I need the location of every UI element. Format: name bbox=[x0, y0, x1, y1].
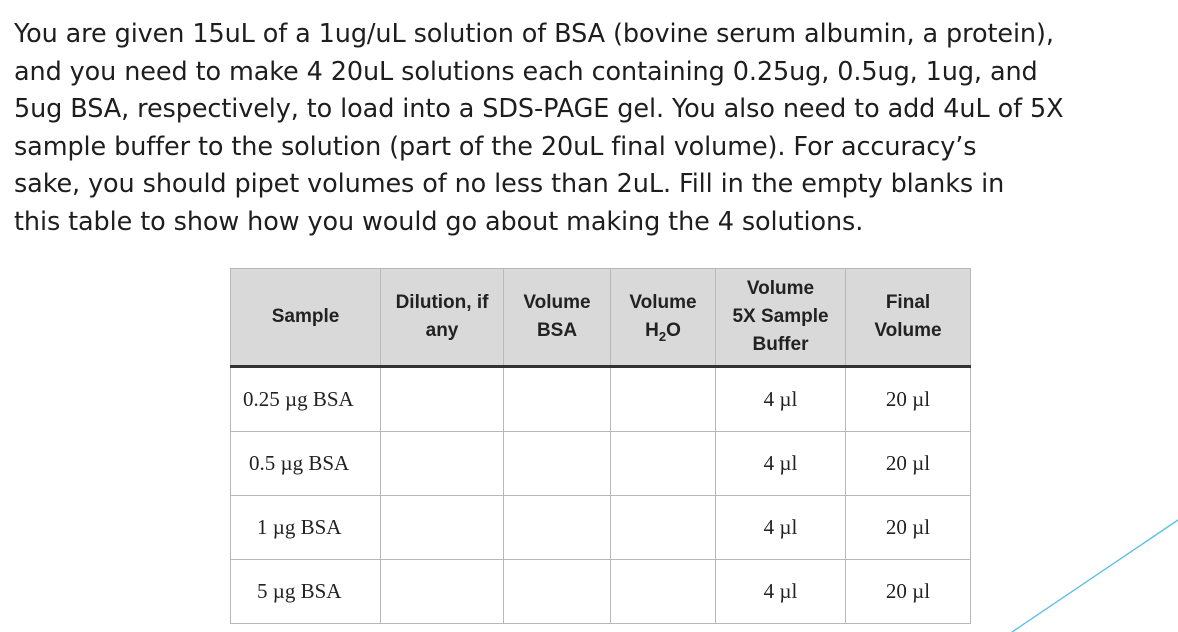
cell-bsa-blank[interactable] bbox=[504, 432, 611, 496]
question-text bbox=[14, 16, 1164, 242]
question-line: sample buffer to the solution (part of the 20uL final volume). For accuracy’s bbox=[14, 131, 977, 162]
question-line: sake, you should pipet volumes of no less than 2uL. Fill in the empty blanks in bbox=[14, 169, 1005, 200]
header-sample: Sample bbox=[231, 269, 381, 367]
table-row bbox=[231, 432, 971, 496]
reagent-table bbox=[230, 268, 971, 624]
cell-final: 20 µl bbox=[846, 432, 971, 496]
cell-bsa-blank[interactable] bbox=[504, 560, 611, 624]
cell-sample: 0.25 µg BSA bbox=[231, 367, 381, 432]
table-row bbox=[231, 560, 971, 624]
header-dilution: Dilution, if any bbox=[381, 269, 504, 367]
question-line: You are given 15uL of a 1ug/uL solution of BSA (bovine serum albumin, a protein), bbox=[14, 19, 1054, 49]
cell-bsa-blank[interactable] bbox=[504, 367, 611, 432]
cell-sample: 1 µg BSA bbox=[231, 496, 381, 560]
question-line: this table to show how you would go about making the 4 solutions. bbox=[14, 206, 864, 237]
header-volume-h2o: Volume $H_2O$ bbox=[611, 269, 716, 367]
table-header-row bbox=[231, 269, 971, 367]
cell-dilution-blank[interactable] bbox=[381, 367, 504, 432]
table-row bbox=[231, 367, 971, 432]
cell-h2o-blank[interactable] bbox=[611, 560, 716, 624]
header-final-volume: Final Volume bbox=[846, 269, 971, 367]
cell-dilution-blank[interactable] bbox=[381, 560, 504, 624]
cell-buffer: 4 µl bbox=[716, 432, 846, 496]
header-volume-bsa: Volume BSA bbox=[504, 269, 611, 367]
cell-bsa-blank[interactable] bbox=[504, 496, 611, 560]
cell-dilution-blank[interactable] bbox=[381, 432, 504, 496]
cell-final: 20 µl bbox=[846, 367, 971, 432]
cell-dilution-blank[interactable] bbox=[381, 496, 504, 560]
cell-sample: 0.5 µg BSA bbox=[231, 432, 381, 496]
cell-h2o-blank[interactable] bbox=[611, 432, 716, 496]
cell-h2o-blank[interactable] bbox=[611, 367, 716, 432]
cell-buffer: 4 µl bbox=[716, 367, 846, 432]
header-volume-buffer: Volume 5X Sample Buffer bbox=[716, 269, 846, 367]
cell-h2o-blank[interactable] bbox=[611, 496, 716, 560]
table-row bbox=[231, 496, 971, 560]
cell-final: 20 µl bbox=[846, 560, 971, 624]
cell-buffer: 4 µl bbox=[716, 560, 846, 624]
cell-final: 20 µl bbox=[846, 496, 971, 560]
cell-buffer: 4 µl bbox=[716, 496, 846, 560]
cell-sample: 5 µg BSA bbox=[231, 560, 381, 624]
question-line: and you need to make 4 20uL solutions each containing 0.25ug, 0.5ug, 1ug, and bbox=[14, 56, 1038, 87]
question-line: 5ug BSA, respectively, to load into a SDS-PAGE gel. You also need to add 4uL of 5X bbox=[14, 94, 1064, 125]
